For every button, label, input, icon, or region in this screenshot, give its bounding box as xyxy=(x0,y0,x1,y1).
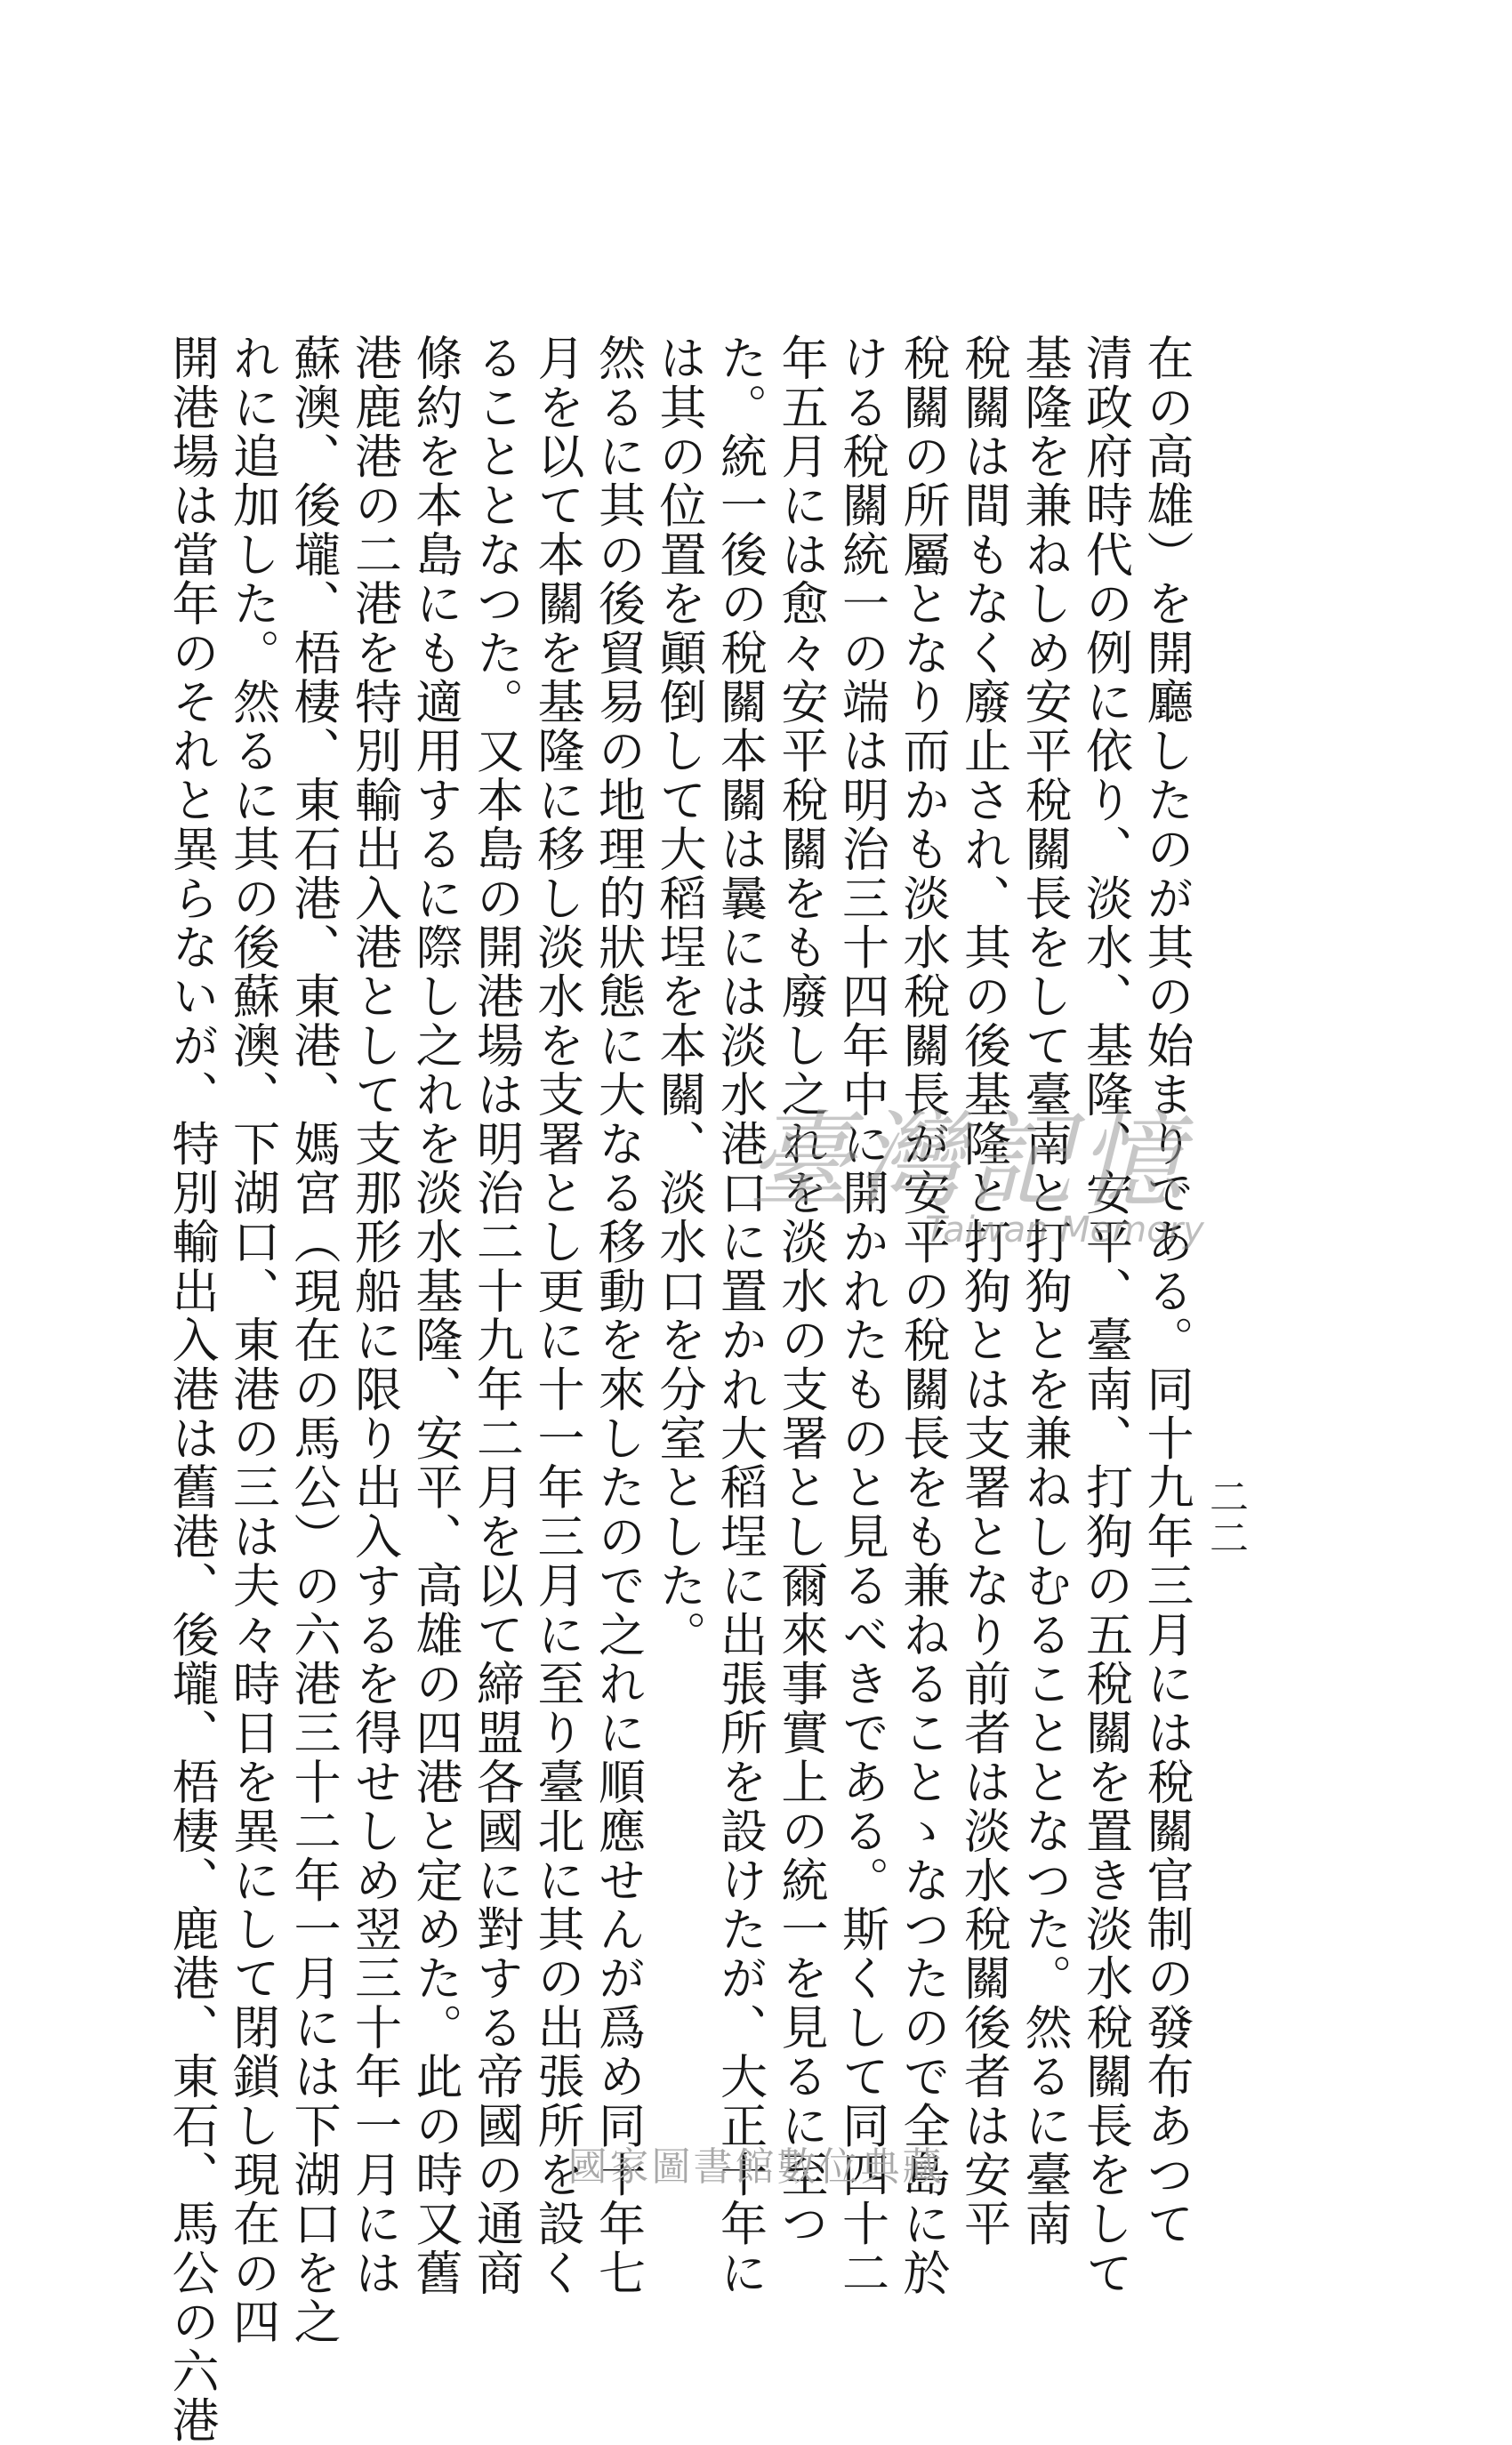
text-column-2: 清政府時代の例に依り、淡水、基隆、安平、臺南、打狗の五稅關を置き淡水稅關長をして xyxy=(1078,334,1133,2297)
text-column-11: 月を以て本關を基隆に移し淡水を支署とし更に十一年三月に至り臺北に其の出張所を設く xyxy=(530,334,584,2297)
text-column-1: 在の高雄）を開廳したのが其の始まりである。同十九年三月には稅關官制の發布あつて xyxy=(1139,334,1194,2248)
text-column-9: は其の位置を顚倒して大稻埕を本關、淡水口を分室とした。 xyxy=(652,334,706,1660)
text-column-4: 稅關は間もなく廢止され、其の後基隆と打狗とは支署となり前者は淡水稅關後者は安平 xyxy=(956,334,1011,2248)
text-column-5: 稅關の所屬となり而かも淡水稅關長が安平の稅關長をも兼ねることゝなつたので全島に於 xyxy=(896,334,950,2297)
text-column-10: 然るに其の後貿易の地理的狀態に大なる移動を來したので之れに順應せんが爲め同十年七 xyxy=(591,334,646,2297)
text-column-14: 港鹿港の二港を特別輸出入港として支那形船に限り出入するを得せしめ翌三十年一月には xyxy=(347,334,402,2297)
watermark-text-en: Taiwan Memory xyxy=(925,1210,1204,1251)
text-column-15: 蘇澳、後壠、梧棲、東石港、東港、媽宮（現在の馬公）の六港三十二年一月には下湖口を之 xyxy=(286,334,341,2347)
text-column-16: れに追加した。然るに其の後蘇澳、下湖口、東港の三は夫々時日を異にして閉鎖し現在の四 xyxy=(225,334,280,2347)
text-column-6: ける稅關統一の端は明治三十四年中に開かれたものと見るべきである。斯くして同四十二 xyxy=(834,334,889,2297)
text-column-17: 開港場は當年のそれと異らないが、特別輸出入港は舊港、後壠、梧棲、鹿港、東石、馬公の六港 xyxy=(165,334,219,2445)
footer-caption: 國家圖書館數位典藏 xyxy=(567,2144,945,2190)
text-column-7: 年五月には愈々安平稅關をも廢し之れを淡水の支署とし爾來事實上の統一を見るに至つ xyxy=(774,334,828,2248)
watermark-text-cn: 臺灣記憶 xyxy=(747,1099,1189,1222)
watermark-logo xyxy=(747,1099,1245,1254)
page-number: 二二 xyxy=(1202,1476,1248,1558)
text-column-13: 條約を本島にも適用するに際し之れを淡水基隆、安平、高雄の四港と定めた。此の時又舊 xyxy=(408,334,462,2297)
text-column-3: 基隆を兼ねしめ安平稅關長をして臺南と打狗とを兼ねしむることとなつた。然るに臺南 xyxy=(1017,334,1072,2248)
text-column-12: ることとなつた。又本島の開港場は明治二十九年二月を以て締盟各國に對する帝國の通商 xyxy=(469,334,524,2297)
text-column-8: た。統一後の稅關本關は曩には淡水港口に置かれ大稻埕に出張所を設けたが、大正十年に xyxy=(712,334,768,2297)
